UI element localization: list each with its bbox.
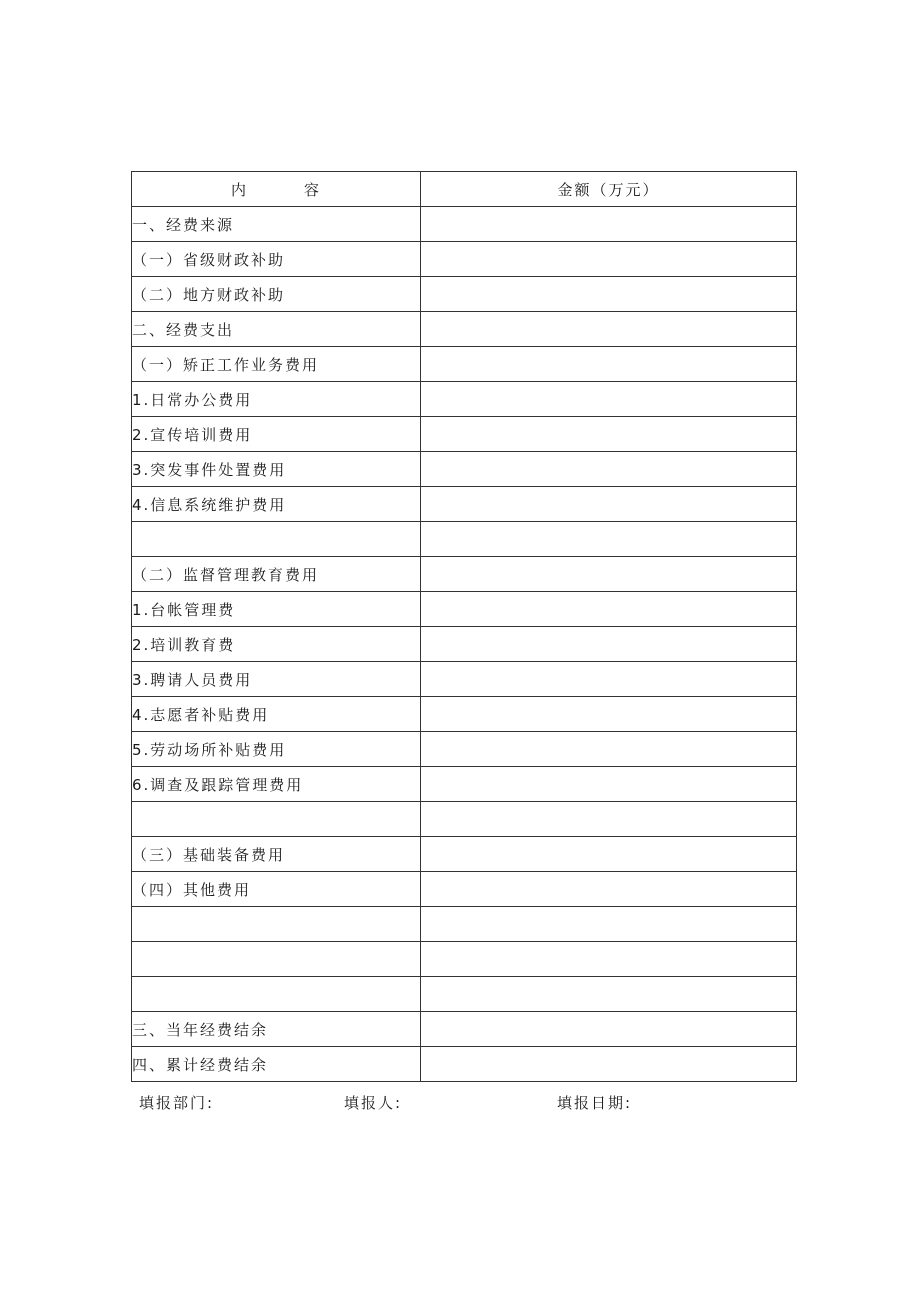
row-amount-cell[interactable]: [421, 697, 797, 732]
row-amount-cell[interactable]: [421, 872, 797, 907]
row-label-cell: 四、累计经费结余: [132, 1047, 421, 1082]
table-row: [132, 627, 797, 662]
table-row: [132, 452, 797, 487]
row-amount-cell[interactable]: [421, 277, 797, 312]
row-amount-cell[interactable]: [421, 1047, 797, 1082]
row-amount-cell[interactable]: [421, 592, 797, 627]
table-row: [132, 557, 797, 592]
table-row: [132, 1047, 797, 1082]
row-amount-cell[interactable]: [421, 767, 797, 802]
table-row: [132, 662, 797, 697]
form-footer: [139, 1092, 799, 1114]
footer-department-label: 填报部门:: [139, 1094, 215, 1112]
row-label-cell: 二、经费支出: [132, 312, 421, 347]
row-label-cell: 2.培训教育费: [132, 627, 421, 662]
row-label-cell: （二）地方财政补助: [132, 277, 421, 312]
row-amount-cell[interactable]: [421, 1012, 797, 1047]
table-row: [132, 942, 797, 977]
header-content-part1: 内: [230, 180, 248, 199]
table-row: [132, 312, 797, 347]
row-amount-cell[interactable]: [421, 347, 797, 382]
table-row: [132, 207, 797, 242]
table-row: [132, 802, 797, 837]
table-header-row: [132, 172, 797, 207]
row-amount-cell[interactable]: [421, 417, 797, 452]
footer-date-label: 填报日期:: [557, 1094, 633, 1112]
row-label-cell: （三）基础装备费用: [132, 837, 421, 872]
row-amount-cell[interactable]: [421, 802, 797, 837]
table-row: [132, 1012, 797, 1047]
row-label-cell: 3.聘请人员费用: [132, 662, 421, 697]
row-label-cell: [132, 977, 421, 1012]
row-label-cell: [132, 907, 421, 942]
row-amount-cell[interactable]: [421, 662, 797, 697]
row-label-cell: [132, 522, 421, 557]
row-amount-cell[interactable]: [421, 942, 797, 977]
row-amount-cell[interactable]: [421, 487, 797, 522]
table-row: [132, 382, 797, 417]
row-label-cell: 4.信息系统维护费用: [132, 487, 421, 522]
fund-table: [131, 171, 797, 1082]
footer-reporter-label: 填报人:: [344, 1094, 403, 1112]
header-content-part2: 容: [304, 180, 322, 199]
table-row: [132, 417, 797, 452]
row-amount-cell[interactable]: [421, 242, 797, 277]
row-amount-cell[interactable]: [421, 312, 797, 347]
table-row: [132, 592, 797, 627]
row-label-cell: 三、当年经费结余: [132, 1012, 421, 1047]
row-amount-cell[interactable]: [421, 382, 797, 417]
row-label-cell: [132, 942, 421, 977]
table-row: [132, 872, 797, 907]
row-amount-cell[interactable]: [421, 557, 797, 592]
row-amount-cell[interactable]: [421, 837, 797, 872]
fund-report-form: [131, 171, 796, 1082]
row-amount-cell[interactable]: [421, 207, 797, 242]
row-label-cell: 5.劳动场所补贴费用: [132, 732, 421, 767]
table-row: [132, 907, 797, 942]
row-label-cell: 2.宣传培训费用: [132, 417, 421, 452]
row-label-cell: （二）监督管理教育费用: [132, 557, 421, 592]
row-label-cell: （四）其他费用: [132, 872, 421, 907]
fund-table-body: [132, 172, 797, 1082]
row-amount-cell[interactable]: [421, 522, 797, 557]
row-label-cell: 3.突发事件处置费用: [132, 452, 421, 487]
table-row: [132, 697, 797, 732]
table-row: [132, 277, 797, 312]
row-amount-cell[interactable]: [421, 732, 797, 767]
row-label-cell: 4.志愿者补贴费用: [132, 697, 421, 732]
row-label-cell: 6.调查及跟踪管理费用: [132, 767, 421, 802]
table-row: [132, 767, 797, 802]
table-row: [132, 347, 797, 382]
header-content-cell: [132, 172, 421, 207]
row-label-cell: 1.日常办公费用: [132, 382, 421, 417]
row-label-cell: 1.台帐管理费: [132, 592, 421, 627]
table-row: [132, 487, 797, 522]
table-row: [132, 977, 797, 1012]
row-label-cell: （一）省级财政补助: [132, 242, 421, 277]
table-row: [132, 837, 797, 872]
row-label-cell: [132, 802, 421, 837]
row-label-cell: 一、经费来源: [132, 207, 421, 242]
row-amount-cell[interactable]: [421, 627, 797, 662]
row-amount-cell[interactable]: [421, 452, 797, 487]
row-amount-cell[interactable]: [421, 907, 797, 942]
table-row: [132, 522, 797, 557]
table-row: [132, 732, 797, 767]
table-row: [132, 242, 797, 277]
row-label-cell: （一）矫正工作业务费用: [132, 347, 421, 382]
row-amount-cell[interactable]: [421, 977, 797, 1012]
header-amount-cell: 金额（万元）: [421, 172, 797, 207]
